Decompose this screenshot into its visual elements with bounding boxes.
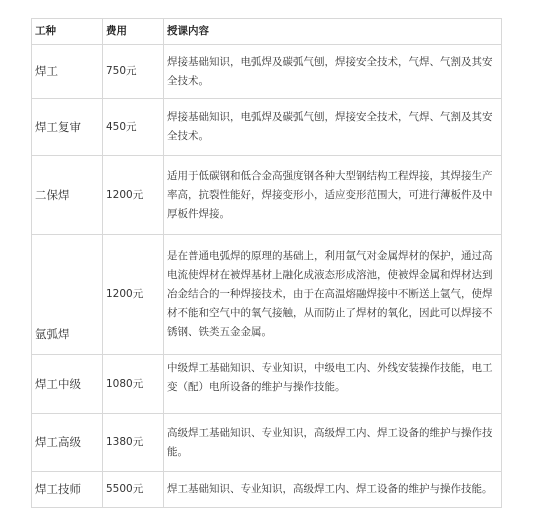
row-kind: 焊工技师 — [32, 472, 103, 508]
row-fee: 1080元 — [103, 355, 164, 414]
table-row — [32, 472, 502, 508]
row-content: 高级焊工基础知识、专业知识，高级焊工内、焊工设备的维护与操作技能。 — [164, 414, 502, 472]
table-row — [32, 45, 502, 99]
row-fee: 1380元 — [103, 414, 164, 472]
table-row — [32, 99, 502, 156]
table-row — [32, 355, 502, 414]
row-fee: 450元 — [103, 99, 164, 156]
row-fee: 1200元 — [103, 156, 164, 235]
table-header-row — [32, 19, 502, 45]
row-fee: 5500元 — [103, 472, 164, 508]
table-row — [32, 235, 502, 355]
row-kind: 焊工 — [32, 45, 103, 99]
row-content: 焊接基础知识，电弧焊及碳弧气刨，焊接安全技术，气焊、气割及其安全技术。 — [164, 45, 502, 99]
course-fee-table-container — [31, 18, 501, 508]
header-content: 授课内容 — [164, 19, 502, 45]
row-fee: 1200元 — [103, 235, 164, 355]
row-fee: 750元 — [103, 45, 164, 99]
header-fee: 费用 — [103, 19, 164, 45]
row-content: 焊接基础知识，电弧焊及碳弧气刨，焊接安全技术，气焊、气割及其安全技术。 — [164, 99, 502, 156]
row-content: 适用于低碳钢和低合金高强度钢各种大型钢结构工程焊接，其焊接生产率高，抗裂性能好，焊接变形小，适应变形范围大，可进行薄板件及中厚板件焊接。 — [164, 156, 502, 235]
row-kind: 焊工中级 — [32, 355, 103, 414]
row-kind: 焊工高级 — [32, 414, 103, 472]
row-kind: 氩弧焊 — [32, 235, 103, 355]
table-row — [32, 156, 502, 235]
row-kind: 焊工复审 — [32, 99, 103, 156]
row-content: 中级焊工基础知识、专业知识，中级电工内、外线安装操作技能，电工变（配）电所设备的维护与操作技能。 — [164, 355, 502, 414]
course-fee-table — [31, 18, 502, 508]
row-content: 焊工基础知识、专业知识，高级焊工内、焊工设备的维护与操作技能。 — [164, 472, 502, 508]
header-kind: 工种 — [32, 19, 103, 45]
table-row — [32, 414, 502, 472]
row-content: 是在普通电弧焊的原理的基础上，利用氩气对金属焊材的保护，通过高电流使焊材在被焊基材上融化成液态形成溶池，使被焊金属和焊材达到冶金结合的一种焊接技术，由于在高温熔融焊接中不断送上氩气，使焊材不能和空气中的氧气接触，从而防止了焊材的氧化，因此可以焊接不锈钢、铁类五金金属。 — [164, 235, 502, 355]
row-kind: 二保焊 — [32, 156, 103, 235]
